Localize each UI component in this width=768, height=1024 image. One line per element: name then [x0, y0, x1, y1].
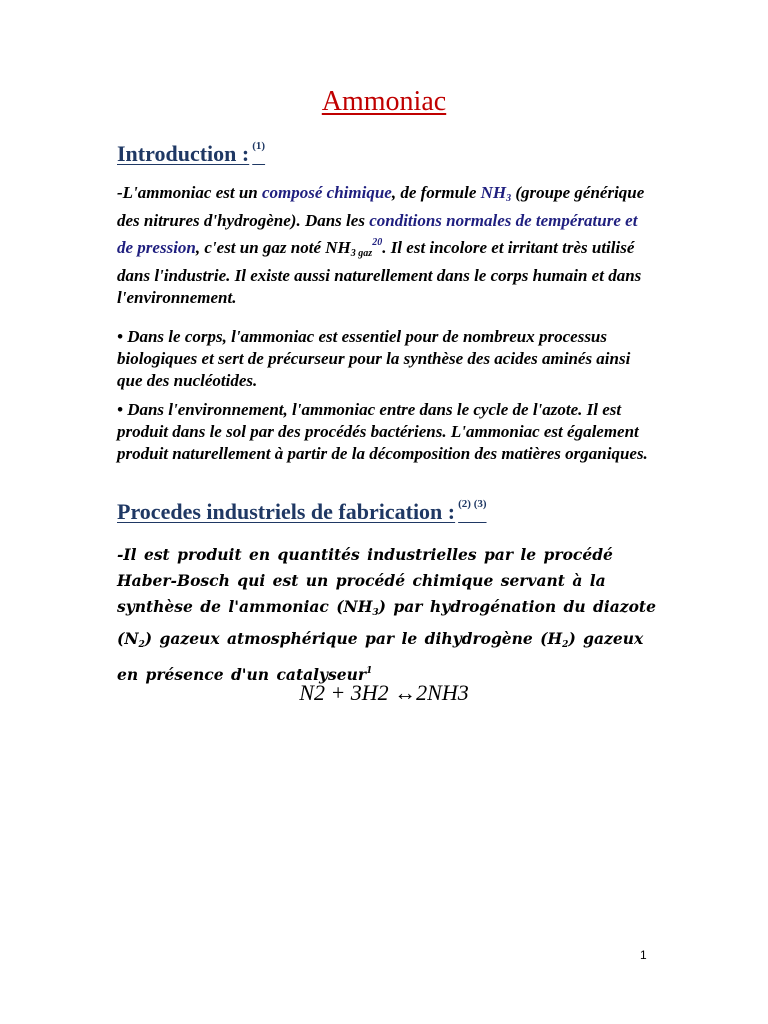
nh3-sub: 3 — [506, 193, 512, 204]
intro-heading-ref: (1) — [252, 140, 266, 152]
cntp-link[interactable]: conditions normales de température et de pression — [117, 211, 638, 257]
intro-paragraph — [117, 182, 657, 309]
p4-text-1: -Il est produit en quantités industrielles par le procédé Haber-Bosch qui est un procédé chimique servant à la synthèse de l'ammoniac (NH — [117, 545, 613, 616]
intro-heading — [117, 140, 265, 167]
page-title: Ammoniac — [321, 86, 447, 117]
p4-sub-1: 3 — [372, 608, 379, 618]
nh3-gaz-sub: 3 gaz — [350, 248, 373, 259]
nh3-text: NH — [480, 183, 507, 202]
body-paragraph-environnement: • Dans l'environnement, l'ammoniac entre dans le cycle de l'azote. Il est produit dans le sol par des procédés bactériens. L'ammoniac est également produit naturellement à partir de la décomposition des matières organiques. — [117, 400, 648, 463]
p1-text-1: -L'ammoniac est un — [117, 183, 262, 202]
p4-text-3: ) gazeux atmosphérique par le dihydrogène (H — [144, 629, 563, 648]
reaction-equation: N2 + 3H2 ↔2NH3 — [299, 680, 469, 705]
p1-text-3: (groupe générique des nitrures d'hydrogène). Dans les — [117, 183, 645, 230]
p1-text-5: . Il est incolore et irritant très utilisé dans l'industrie. Il existe aussi naturellement dans le corps humain et dans l'environnement. — [117, 238, 642, 307]
procedes-heading-ref: (2) (3) — [458, 498, 487, 510]
p4-sub-3: 2 — [562, 640, 569, 650]
procedes-heading — [117, 498, 487, 525]
p4-text-2: ) par hydrogénation du diazote (N — [117, 597, 656, 648]
haber-bosch-paragraph — [117, 542, 657, 688]
p1-text-4: , c'est un gaz noté NH — [195, 238, 351, 257]
p4-footnote-ref: 1 — [366, 666, 373, 676]
p1-text-2: , de formule — [391, 183, 481, 202]
ref-20[interactable]: 20 — [372, 237, 383, 248]
nh3-link[interactable] — [481, 183, 512, 202]
intro-heading-text: Introduction : — [117, 141, 250, 166]
compose-chimique-link[interactable]: composé chimique — [261, 183, 392, 202]
body-paragraph-corps: • Dans le corps, l'ammoniac est essentiel pour de nombreux processus biologiques et sert de précurseur pour la synthèse des acides aminés ainsi que des nucléotides. — [117, 327, 631, 390]
p4-text-4: ) gazeux en présence d'un catalyseur — [117, 629, 644, 684]
page-number: 1 — [640, 948, 647, 962]
p4-sub-2: 2 — [138, 640, 145, 650]
procedes-heading-text: Procedes industriels de fabrication : — [117, 499, 456, 524]
